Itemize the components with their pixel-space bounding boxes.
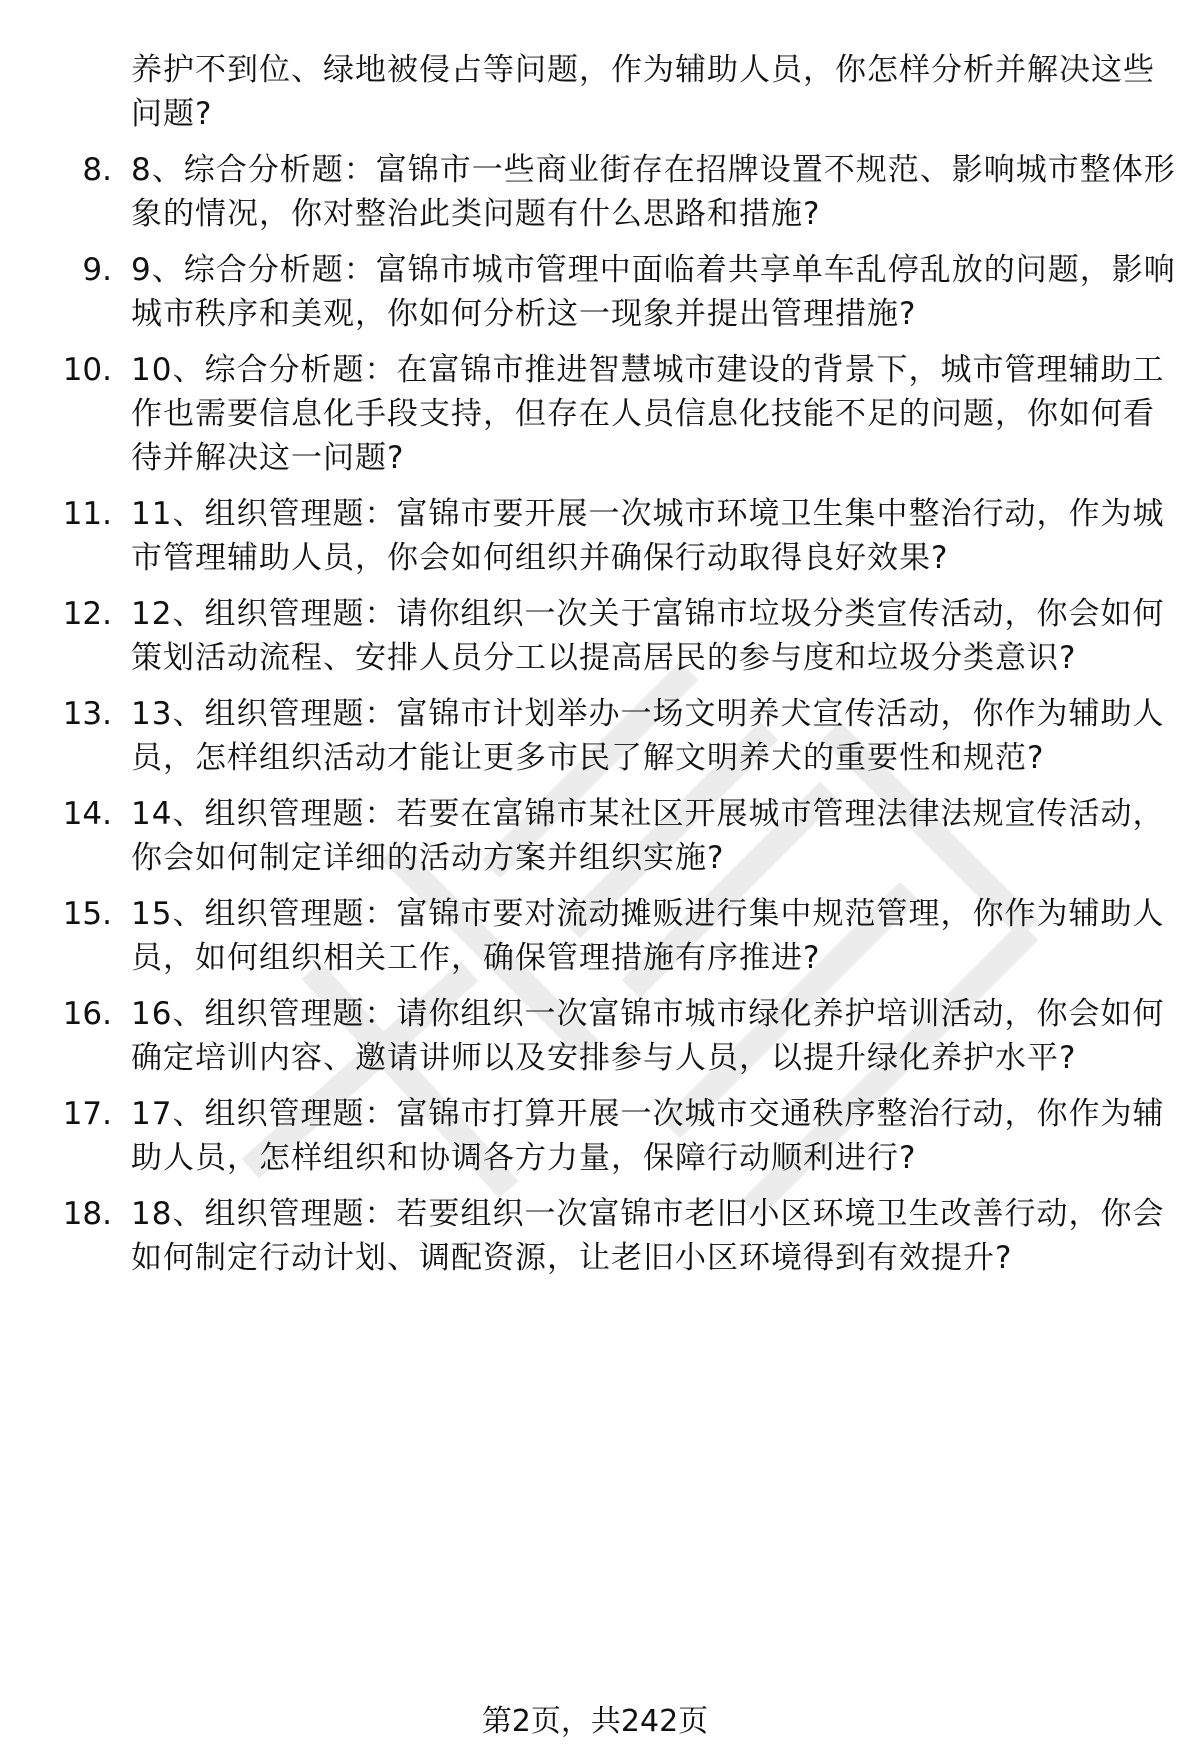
list-item — [0, 992, 1190, 1080]
question-text: 18、组织管理题：若要组织一次富锦市老旧小区环境卫生改善行动，你会如何制定行动计划、调配资源，让老旧小区环境得到有效提升? — [131, 1196, 1165, 1276]
item-number: 8. — [82, 152, 112, 188]
question-list — [0, 48, 1190, 1292]
list-item — [0, 692, 1190, 780]
question-text: 养护不到位、绿地被侵占等问题，作为辅助人员，你怎样分析并解决这些问题? — [131, 52, 1155, 132]
list-item — [0, 348, 1190, 480]
item-number: 17. — [62, 1096, 112, 1132]
question-text: 15、组织管理题：富锦市要对流动摊贩进行集中规范管理，你作为辅助人员，如何组织相关工作，确保管理措施有序推进? — [131, 896, 1165, 976]
list-item — [0, 1092, 1190, 1180]
item-number: 11. — [62, 496, 112, 532]
question-text: 10、综合分析题：在富锦市推进智慧城市建设的背景下，城市管理辅助工作也需要信息化手段支持，但存在人员信息化技能不足的问题，你如何看待并解决这一问题? — [131, 352, 1165, 476]
item-number: 16. — [62, 996, 112, 1032]
question-text: 12、组织管理题：请你组织一次关于富锦市垃圾分类宣传活动，你会如何策划活动流程、安排人员分工以提高居民的参与度和垃圾分类意识? — [131, 596, 1165, 676]
item-number: 13. — [62, 696, 112, 732]
item-number: 10. — [62, 352, 112, 388]
item-number: 9. — [82, 252, 112, 288]
page-number-footer: 第2页，共242页 — [481, 1704, 709, 1739]
list-item — [0, 48, 1190, 136]
item-number: 18. — [62, 1196, 112, 1232]
item-number: 15. — [62, 896, 112, 932]
list-item — [0, 592, 1190, 680]
item-number: 14. — [62, 796, 112, 832]
question-text: 16、组织管理题：请你组织一次富锦市城市绿化养护培训活动，你会如何确定培训内容、邀请讲师以及安排参与人员，以提升绿化养护水平? — [131, 996, 1165, 1076]
list-item — [0, 492, 1190, 580]
list-item — [0, 892, 1190, 980]
question-text: 11、组织管理题：富锦市要开展一次城市环境卫生集中整治行动，作为城市管理辅助人员，你会如何组织并确保行动取得良好效果? — [131, 496, 1165, 576]
list-item — [0, 792, 1190, 880]
question-text: 8、综合分析题：富锦市一些商业街存在招牌设置不规范、影响城市整体形象的情况，你对整治此类问题有什么思路和措施? — [131, 152, 1176, 232]
question-text: 17、组织管理题：富锦市打算开展一次城市交通秩序整治行动，你作为辅助人员，怎样组织和协调各方力量，保障行动顺利进行? — [131, 1096, 1165, 1176]
list-item — [0, 248, 1190, 336]
list-item — [0, 148, 1190, 236]
question-text: 13、组织管理题：富锦市计划举办一场文明养犬宣传活动，你作为辅助人员，怎样组织活动才能让更多市民了解文明养犬的重要性和规范? — [131, 696, 1165, 776]
question-text: 9、综合分析题：富锦市城市管理中面临着共享单车乱停乱放的问题，影响城市秩序和美观，你如何分析这一现象并提出管理措施? — [131, 252, 1176, 332]
item-number: 12. — [62, 596, 112, 632]
question-text: 14、组织管理题：若要在富锦市某社区开展城市管理法律法规宣传活动，你会如何制定详细的活动方案并组织实施? — [131, 796, 1165, 876]
list-item — [0, 1192, 1190, 1280]
